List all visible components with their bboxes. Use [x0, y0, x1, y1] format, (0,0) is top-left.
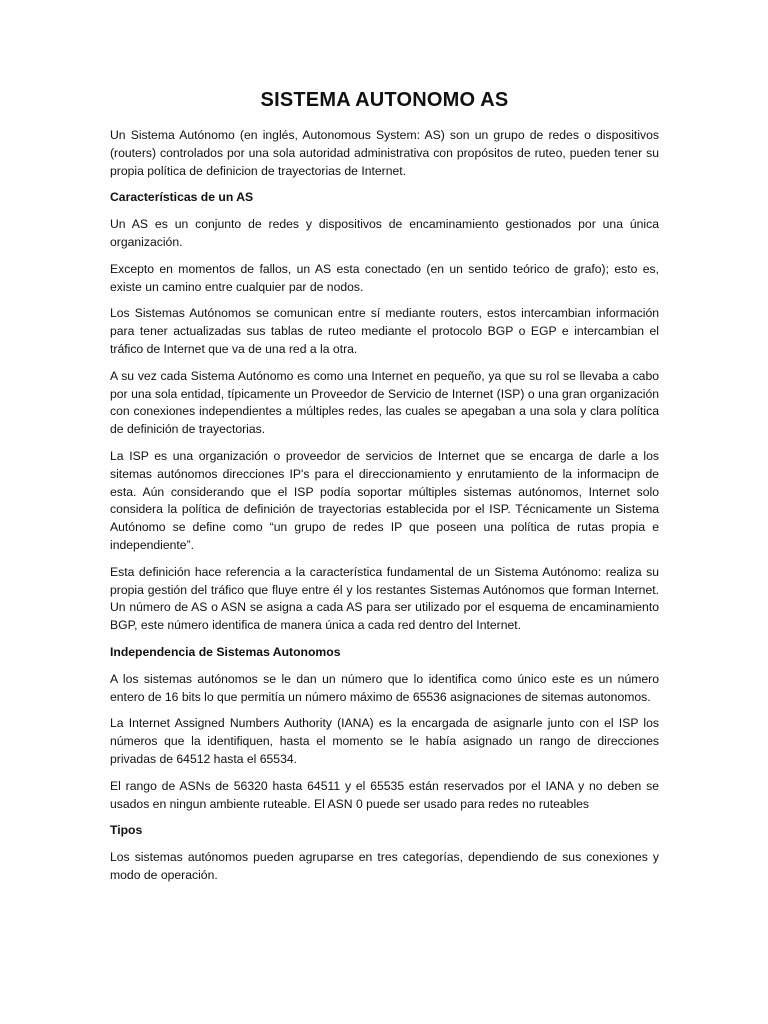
document-page: [110, 88, 659, 894]
section-heading: Características de un AS: [110, 190, 254, 205]
paragraph: La ISP es una organización o proveedor de servicios de Internet que se encarga de darle a los sitemas autónomos direcciones IP's para el direccionamiento y enrutamiento de la informacipn de esta. Aún considerando que el ISP podía soportar múltiples sistemas autónomos, Internet solo considera la política de definición de trayectorias establecida por el ISP. Técnicamente un Sistema Autónomo se define como “un grupo de redes IP que poseen una política de rutas propia e independiente”.: [110, 448, 659, 552]
section-heading: Independencia de Sistemas Autonomos: [110, 644, 341, 659]
paragraph: El rango de ASNs de 56320 hasta 64511 y el 65535 están reservados por el IANA y no deben se usados en ningun ambiente ruteable. El ASN 0 puede ser usado para redes no ruteables: [110, 778, 659, 811]
paragraph: La Internet Assigned Numbers Authority (IANA) es la encargada de asignarle junto con el ISP los números que la identifiquen, hasta el momento se le había asignado un rango de direcciones privadas de 64512 hasta el 65534.: [110, 716, 659, 766]
paragraph: Excepto en momentos de fallos, un AS esta conectado (en un sentido teórico de grafo); esto es, existe un camino entre cualquier par de nodos.: [110, 261, 659, 294]
paragraph: A los sistemas autónomos se le dan un número que lo identifica como único este es un número entero de 16 bits lo que permitía un número máximo de 65536 asignaciones de sitemas autonomos.: [110, 671, 659, 704]
paragraph: Los Sistemas Autónomos se comunican entre sí mediante routers, estos intercambian información para tener actualizadas sus tablas de ruteo mediante el protocolo BGP o EGP e intercambian el tráfico de Internet que va de una red a la otra.: [110, 306, 659, 356]
document-body: [110, 127, 659, 885]
paragraph: Un AS es un conjunto de redes y dispositivos de encaminamiento gestionados por una única organización.: [110, 217, 659, 249]
section-heading: Tipos: [110, 823, 143, 838]
paragraph: A su vez cada Sistema Autónomo es como una Internet en pequeño, ya que su rol se llevaba a cabo por una sola entidad, típicamente un Proveedor de Servicio de Internet (ISP) o una gran organización con conexiones independientes a múltiples redes, las cuales se apegaban a una sola y clara política de definición de trayectorias.: [110, 368, 659, 437]
paragraph: Los sistemas autónomos pueden agruparse en tres categorías, dependiendo de sus conexiones y modo de operación.: [110, 850, 659, 882]
paragraph: Esta definición hace referencia a la característica fundamental de un Sistema Autónomo: realiza su propia gestión del tráfico que fluye entre él y los restantes Sistemas Autónomos que forman Internet. Un número de AS o ASN se asigna a cada AS para ser utilizado por el esquema de encaminamiento BGP, este número identifica de manera única a cada red dentro del Internet.: [110, 564, 659, 633]
document-title: SISTEMA AUTONOMO AS: [260, 89, 509, 111]
paragraph: Un Sistema Autónomo (en inglés, Autonomous System: AS) son un grupo de redes o dispositivos (routers) controlados por una sola autoridad administrativa con propósitos de ruteo, pueden tener su propia política de definicion de trayectorias de Internet.: [110, 128, 659, 178]
